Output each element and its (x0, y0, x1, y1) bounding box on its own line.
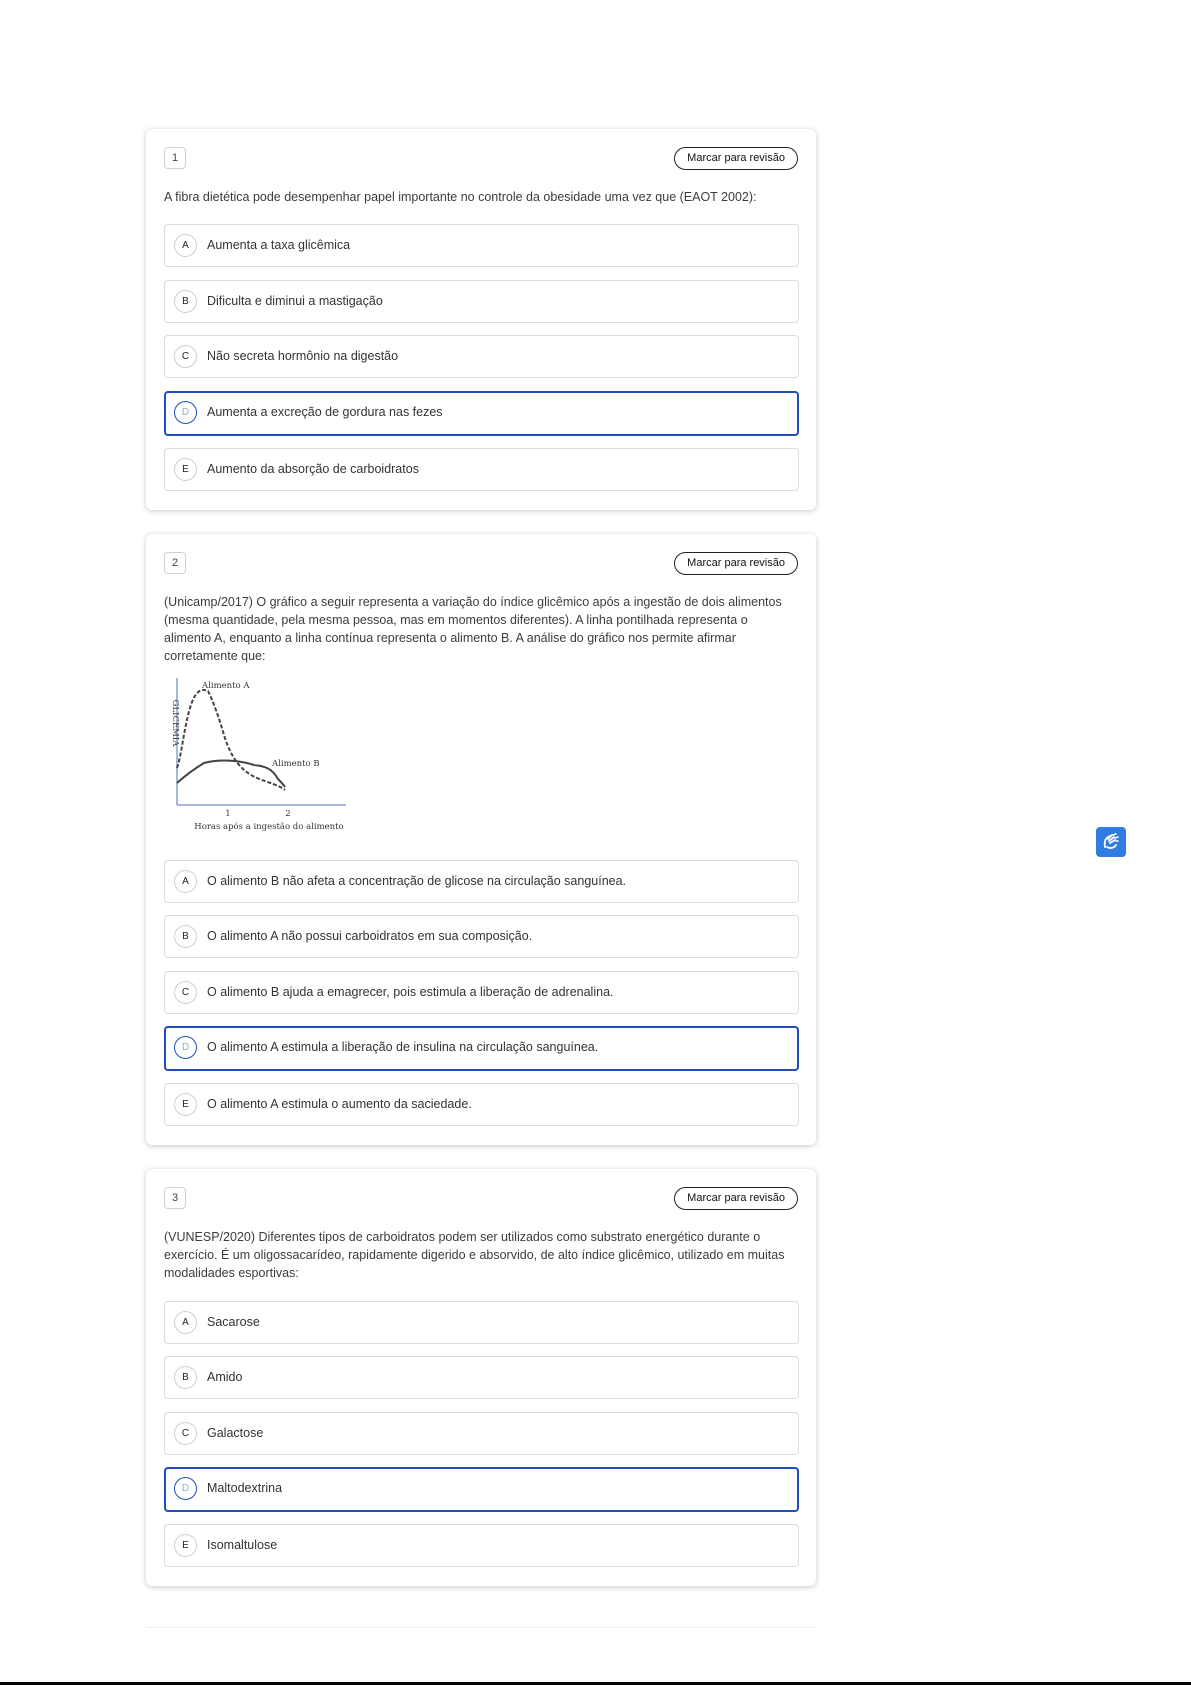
option-text: Aumenta a taxa glicêmica (207, 238, 351, 252)
option-text: Não secreta hormônio na digestão (207, 349, 399, 363)
mark-for-review-button[interactable]: Marcar para revisão (674, 147, 798, 170)
option-text: O alimento A estimula a liberação de insulina na circulação sanguínea. (207, 1040, 599, 1054)
option-text: Aumenta a excreção de gordura nas fezes (207, 405, 443, 419)
x-tick-1: 1 (225, 809, 231, 819)
option-text: Dificulta e diminui a mastigação (207, 294, 383, 308)
option-letter: B (174, 290, 197, 313)
option-letter: E (174, 1093, 197, 1116)
option-e[interactable] (164, 1083, 799, 1126)
mark-for-review-button[interactable]: Marcar para revisão (674, 552, 798, 575)
option-letter: B (174, 925, 197, 948)
glycemia-graph (164, 673, 349, 835)
option-text: Maltodextrina (207, 1481, 283, 1495)
option-letter: D (174, 1477, 197, 1500)
food-b-label: Alimento B (272, 759, 320, 769)
question-number: 3 (164, 1187, 186, 1209)
mark-for-review-button[interactable]: Marcar para revisão (674, 1187, 798, 1210)
option-letter: C (174, 981, 197, 1004)
sign-language-accessibility-button[interactable] (1096, 827, 1126, 857)
x-tick-2: 2 (285, 809, 291, 819)
option-text: Sacarose (207, 1315, 260, 1329)
sign-language-hands-icon (1096, 827, 1126, 857)
x-axis-label: Horas após a ingestão do alimento (194, 822, 344, 832)
option-letter: C (174, 345, 197, 368)
option-d[interactable] (164, 391, 799, 436)
option-letter: A (174, 870, 197, 893)
question-card-2 (146, 534, 816, 1145)
option-e[interactable] (164, 448, 799, 491)
question-number: 1 (164, 147, 186, 169)
question-stem: (Unicamp/2017) O gráfico a seguir representa a variação do índice glicêmico após a ingestão de dois alimentos (mesma quantidade, pela mesma pessoa, mas em momentos diferentes). A linha pontilhada representa o alimento A, enquanto a linha contínua representa o alimento B. A análise do gráfico nos permite afirmar corretamente que: (164, 595, 782, 663)
question-card-3 (146, 1169, 816, 1586)
option-a[interactable] (164, 860, 799, 903)
option-c[interactable] (164, 335, 799, 378)
option-letter: E (174, 1534, 197, 1557)
option-letter: D (174, 1036, 197, 1059)
food-a-label: Alimento A (202, 681, 250, 691)
option-text: Isomaltulose (207, 1538, 278, 1552)
footer-divider (146, 1627, 816, 1628)
option-d[interactable] (164, 1467, 799, 1512)
option-letter: A (174, 234, 197, 257)
question-stem: (VUNESP/2020) Diferentes tipos de carboidratos podem ser utilizados como substrato energético durante o exercício. É um oligossacarídeo, rapidamente digerido e absorvido, de alto índice glicêmico, utilizado em muitas modalidades esportivas: (164, 1230, 785, 1280)
option-e[interactable] (164, 1524, 799, 1567)
option-letter: D (174, 401, 197, 424)
option-c[interactable] (164, 971, 799, 1014)
option-text: Amido (207, 1370, 243, 1384)
option-letter: E (174, 458, 197, 481)
option-text: Galactose (207, 1426, 264, 1440)
option-text: O alimento A estimula o aumento da saciedade. (207, 1097, 472, 1111)
question-stem: A fibra dietética pode desempenhar papel importante no controle da obesidade uma vez que (EAOT 2002): (164, 190, 757, 204)
question-number: 2 (164, 552, 186, 574)
question-card-1 (146, 129, 816, 510)
option-b[interactable] (164, 1356, 799, 1399)
option-a[interactable] (164, 224, 799, 267)
option-letter: B (174, 1366, 197, 1389)
option-text: O alimento B ajuda a emagrecer, pois estimula a liberação de adrenalina. (207, 985, 614, 999)
y-axis-label: GLICEMIA (170, 699, 180, 747)
option-b[interactable] (164, 280, 799, 323)
option-a[interactable] (164, 1301, 799, 1344)
option-letter: C (174, 1422, 197, 1445)
option-text: O alimento B não afeta a concentração de glicose na circulação sanguínea. (207, 874, 627, 888)
option-b[interactable] (164, 915, 799, 958)
option-d[interactable] (164, 1026, 799, 1071)
option-letter: A (174, 1311, 197, 1334)
option-c[interactable] (164, 1412, 799, 1455)
food-a-dashed-line (177, 690, 285, 790)
option-text: O alimento A não possui carboidratos em sua composição. (207, 929, 533, 943)
option-text: Aumento da absorção de carboidratos (207, 462, 419, 476)
